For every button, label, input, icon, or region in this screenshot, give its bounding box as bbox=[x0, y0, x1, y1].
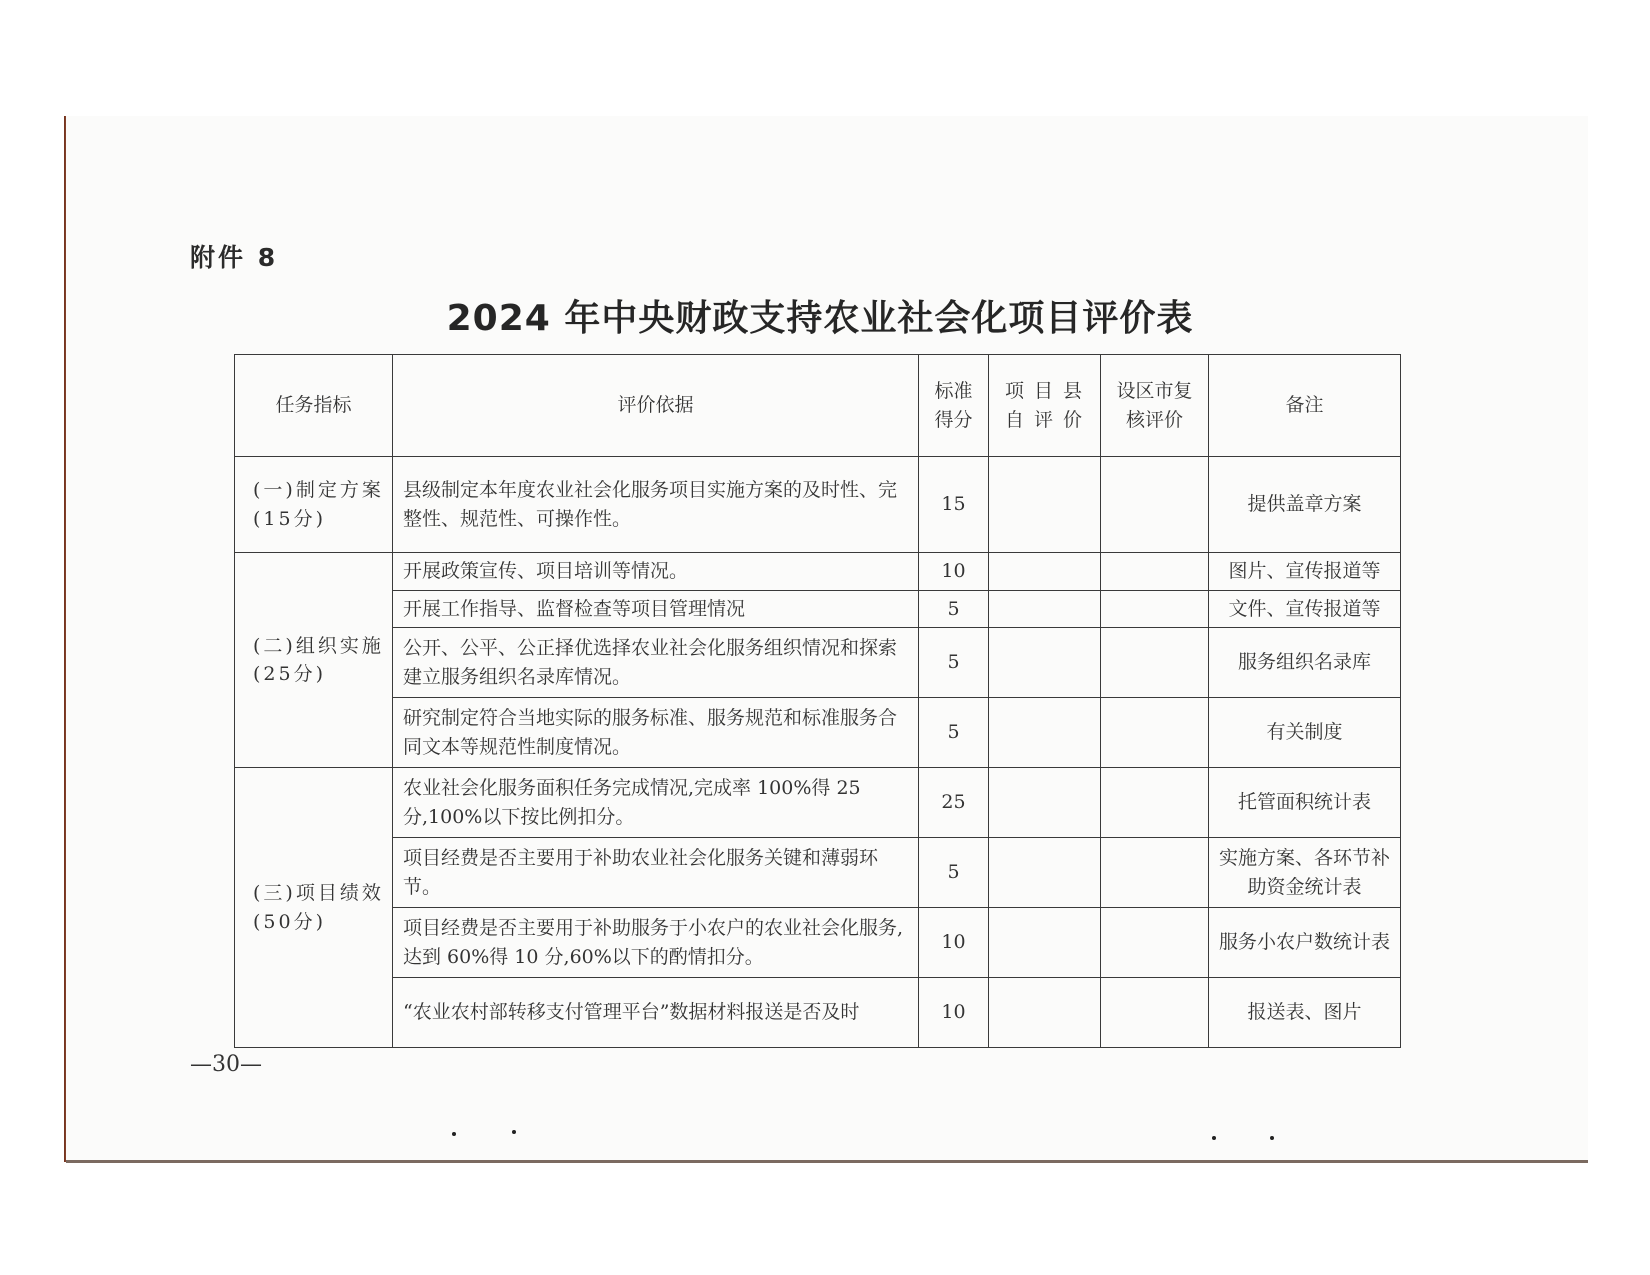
scan-speck bbox=[1270, 1136, 1274, 1140]
city-review-cell[interactable] bbox=[1101, 628, 1209, 698]
remarks-cell: 实施方案、各环节补助资金统计表 bbox=[1209, 838, 1401, 908]
header-remarks: 备注 bbox=[1209, 355, 1401, 457]
self-eval-cell[interactable] bbox=[989, 768, 1101, 838]
header-standard-score: 标准得分 bbox=[919, 355, 989, 457]
table-row bbox=[235, 978, 1401, 1048]
task-group-3: (三)项目绩效(50分) bbox=[235, 768, 393, 1048]
standard-score-cell: 25 bbox=[919, 768, 989, 838]
header-county-self-eval: 项 目 县 自 评 价 bbox=[989, 355, 1101, 457]
basis-cell: 县级制定本年度农业社会化服务项目实施方案的及时性、完整性、规范性、可操作性。 bbox=[393, 457, 919, 553]
header-task: 任务指标 bbox=[235, 355, 393, 457]
city-review-cell[interactable] bbox=[1101, 457, 1209, 553]
annex-label: 附件 8 bbox=[190, 243, 279, 272]
city-review-cell[interactable] bbox=[1101, 838, 1209, 908]
self-eval-cell[interactable] bbox=[989, 590, 1101, 628]
document-title: 2024 年中央财政支持农业社会化项目评价表 bbox=[446, 298, 1194, 339]
basis-cell: 项目经费是否主要用于补助农业社会化服务关键和薄弱环节。 bbox=[393, 838, 919, 908]
standard-score-cell: 10 bbox=[919, 553, 989, 591]
self-eval-cell[interactable] bbox=[989, 978, 1101, 1048]
page-number: —30— bbox=[190, 1052, 262, 1077]
basis-cell: 研究制定符合当地实际的服务标准、服务规范和标准服务合同文本等规范性制度情况。 bbox=[393, 698, 919, 768]
standard-score-cell: 5 bbox=[919, 590, 989, 628]
basis-cell: 公开、公平、公正择优选择农业社会化服务组织情况和探索建立服务组织名录库情况。 bbox=[393, 628, 919, 698]
basis-cell: 开展工作指导、监督检查等项目管理情况 bbox=[393, 590, 919, 628]
standard-score-cell: 5 bbox=[919, 628, 989, 698]
scan-speck bbox=[1212, 1136, 1216, 1140]
table-row bbox=[235, 590, 1401, 628]
standard-score-cell: 15 bbox=[919, 457, 989, 553]
standard-score-cell: 10 bbox=[919, 908, 989, 978]
remarks-cell: 报送表、图片 bbox=[1209, 978, 1401, 1048]
table-header-row bbox=[235, 355, 1401, 457]
table-row bbox=[235, 838, 1401, 908]
remarks-cell: 图片、宣传报道等 bbox=[1209, 553, 1401, 591]
self-eval-cell[interactable] bbox=[989, 908, 1101, 978]
scan-speck bbox=[452, 1132, 456, 1136]
self-eval-cell[interactable] bbox=[989, 838, 1101, 908]
basis-cell: 开展政策宣传、项目培训等情况。 bbox=[393, 553, 919, 591]
self-eval-cell[interactable] bbox=[989, 698, 1101, 768]
remarks-cell: 提供盖章方案 bbox=[1209, 457, 1401, 553]
standard-score-cell: 5 bbox=[919, 838, 989, 908]
remarks-cell: 服务组织名录库 bbox=[1209, 628, 1401, 698]
basis-cell: 项目经费是否主要用于补助服务于小农户的农业社会化服务,达到 60%得 10 分,60%以下的酌情扣分。 bbox=[393, 908, 919, 978]
table-row bbox=[235, 553, 1401, 591]
self-eval-cell[interactable] bbox=[989, 457, 1101, 553]
basis-cell: “农业农村部转移支付管理平台”数据材料报送是否及时 bbox=[393, 978, 919, 1048]
table-row bbox=[235, 457, 1401, 553]
table-row bbox=[235, 628, 1401, 698]
task-group-1: (一)制定方案 (15分) bbox=[235, 457, 393, 553]
city-review-cell[interactable] bbox=[1101, 908, 1209, 978]
city-review-cell[interactable] bbox=[1101, 698, 1209, 768]
remarks-cell: 文件、宣传报道等 bbox=[1209, 590, 1401, 628]
self-eval-cell[interactable] bbox=[989, 553, 1101, 591]
remarks-cell: 有关制度 bbox=[1209, 698, 1401, 768]
table-row bbox=[235, 768, 1401, 838]
remarks-cell: 服务小农户数统计表 bbox=[1209, 908, 1401, 978]
standard-score-cell: 5 bbox=[919, 698, 989, 768]
table-row bbox=[235, 908, 1401, 978]
city-review-cell[interactable] bbox=[1101, 590, 1209, 628]
header-basis: 评价依据 bbox=[393, 355, 919, 457]
table-row bbox=[235, 698, 1401, 768]
scan-speck bbox=[512, 1130, 516, 1134]
remarks-cell: 托管面积统计表 bbox=[1209, 768, 1401, 838]
self-eval-cell[interactable] bbox=[989, 628, 1101, 698]
city-review-cell[interactable] bbox=[1101, 553, 1209, 591]
basis-cell: 农业社会化服务面积任务完成情况,完成率 100%得 25分,100%以下按比例扣分。 bbox=[393, 768, 919, 838]
standard-score-cell: 10 bbox=[919, 978, 989, 1048]
task-group-2: (二)组织实施(25分) bbox=[235, 553, 393, 768]
header-city-review: 设区市复核评价 bbox=[1101, 355, 1209, 457]
city-review-cell[interactable] bbox=[1101, 978, 1209, 1048]
evaluation-table bbox=[234, 354, 1401, 1048]
city-review-cell[interactable] bbox=[1101, 768, 1209, 838]
